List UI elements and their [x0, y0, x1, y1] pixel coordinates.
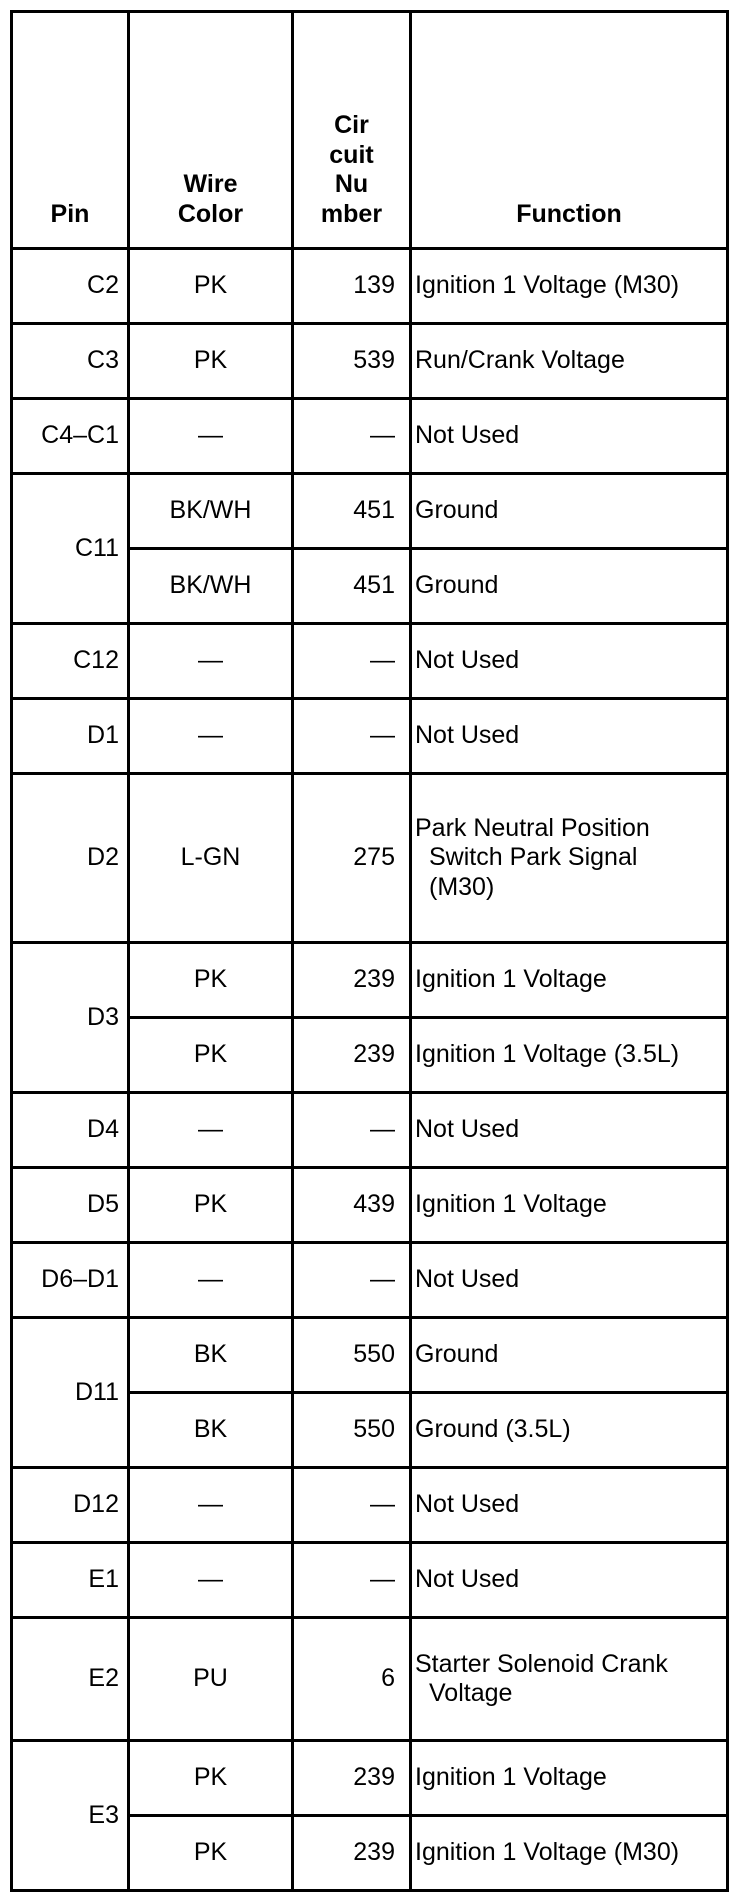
function-text: Not Used	[415, 421, 520, 450]
circuit-number-cell: 439	[293, 1168, 411, 1243]
function-text-line-2: Switch Park Signal	[429, 843, 638, 872]
function-text: Not Used	[415, 1490, 520, 1519]
table-row	[12, 249, 728, 324]
circuit-number-cell: —	[293, 1468, 411, 1543]
table-row	[12, 1243, 728, 1318]
wire-color-cell: PK	[129, 1816, 293, 1891]
header-circuit-number	[293, 12, 411, 249]
function-text: Ground (3.5L)	[415, 1415, 571, 1444]
table-row	[12, 624, 728, 699]
function-cell	[411, 1816, 728, 1891]
function-text-line-1: Starter Solenoid Crank	[415, 1649, 668, 1678]
header-function: Function	[411, 12, 728, 249]
wire-color-cell: BK	[129, 1393, 293, 1468]
pin-cell: C12	[12, 624, 129, 699]
wire-color-cell: —	[129, 1543, 293, 1618]
function-text: Not Used	[415, 1565, 520, 1594]
wire-color-cell: BK/WH	[129, 549, 293, 624]
header-wire-color-line-1: Wire	[183, 170, 238, 198]
function-text-line-2: Voltage	[429, 1679, 513, 1707]
circuit-number-cell: —	[293, 399, 411, 474]
pin-cell: D11	[12, 1318, 129, 1468]
wire-color-cell: —	[129, 624, 293, 699]
function-text: Ignition 1 Voltage (M30)	[415, 1838, 680, 1867]
circuit-number-cell: 239	[293, 1741, 411, 1816]
pin-cell: D6–D1	[12, 1243, 129, 1318]
circuit-number-cell: —	[293, 1093, 411, 1168]
wire-color-cell: PK	[129, 1168, 293, 1243]
function-text: Ignition 1 Voltage	[415, 1763, 607, 1792]
pin-cell: D1	[12, 699, 129, 774]
pin-cell: E2	[12, 1618, 129, 1741]
circuit-number-cell: 550	[293, 1393, 411, 1468]
circuit-number-cell: —	[293, 699, 411, 774]
header-circuit-number-line-3: Nu	[334, 170, 369, 198]
function-text: Not Used	[415, 721, 520, 750]
pin-cell: D5	[12, 1168, 129, 1243]
function-cell	[411, 1318, 728, 1393]
wire-color-cell: PK	[129, 1741, 293, 1816]
pin-cell: C2	[12, 249, 129, 324]
function-cell	[411, 324, 728, 399]
pin-cell: D3	[12, 943, 129, 1093]
pin-cell: C4–C1	[12, 399, 129, 474]
connector-pinout-table-container	[10, 10, 726, 1892]
wire-color-cell: —	[129, 1468, 293, 1543]
table-row	[12, 1543, 728, 1618]
function-cell	[411, 249, 728, 324]
wire-color-cell: PK	[129, 943, 293, 1018]
table-row	[12, 399, 728, 474]
circuit-number-cell: —	[293, 1243, 411, 1318]
wire-color-cell: BK	[129, 1318, 293, 1393]
circuit-number-cell: —	[293, 1543, 411, 1618]
table-row	[12, 324, 728, 399]
function-text: Ground	[415, 1340, 499, 1369]
function-text-line-1: Park Neutral Position	[415, 813, 650, 842]
pin-cell: D12	[12, 1468, 129, 1543]
function-cell	[411, 399, 728, 474]
circuit-number-cell: 451	[293, 549, 411, 624]
header-circuit-number-line-1: Cir	[334, 111, 369, 139]
function-cell	[411, 774, 728, 943]
wire-color-cell: BK/WH	[129, 474, 293, 549]
table-row	[12, 1093, 728, 1168]
wire-color-cell: L-GN	[129, 774, 293, 943]
function-cell	[411, 1618, 728, 1741]
wire-color-cell: —	[129, 1243, 293, 1318]
circuit-number-cell: 6	[293, 1618, 411, 1741]
table-row	[12, 1741, 728, 1816]
function-text: Not Used	[415, 646, 520, 675]
function-cell	[411, 549, 728, 624]
circuit-number-cell: 239	[293, 1018, 411, 1093]
wire-color-cell: PK	[129, 1018, 293, 1093]
function-text: Not Used	[415, 1115, 520, 1144]
header-pin: Pin	[12, 12, 129, 249]
pin-cell: D4	[12, 1093, 129, 1168]
function-text: Ground	[415, 496, 499, 525]
function-text: Ignition 1 Voltage	[415, 965, 607, 994]
circuit-number-cell: 239	[293, 943, 411, 1018]
circuit-number-cell: 550	[293, 1318, 411, 1393]
function-text: Ignition 1 Voltage (3.5L)	[415, 1040, 680, 1069]
header-wire-color	[129, 12, 293, 249]
function-text: Run/Crank Voltage	[415, 346, 625, 375]
function-cell	[411, 699, 728, 774]
function-text: Ignition 1 Voltage (M30)	[415, 271, 680, 300]
function-cell	[411, 1468, 728, 1543]
function-cell	[411, 1741, 728, 1816]
table-row	[12, 774, 728, 943]
function-text: Not Used	[415, 1265, 520, 1294]
circuit-number-cell: 451	[293, 474, 411, 549]
header-row	[12, 12, 728, 249]
function-cell	[411, 943, 728, 1018]
pin-cell: C3	[12, 324, 129, 399]
header-circuit-number-line-4: mber	[320, 199, 383, 228]
table-row	[12, 943, 728, 1018]
wire-color-cell: PU	[129, 1618, 293, 1741]
function-cell	[411, 1243, 728, 1318]
header-circuit-number-line-2: cuit	[329, 140, 374, 169]
function-cell	[411, 1168, 728, 1243]
table-row	[12, 1318, 728, 1393]
wire-color-cell: PK	[129, 249, 293, 324]
pin-cell: C11	[12, 474, 129, 624]
circuit-number-cell: 275	[293, 774, 411, 943]
function-cell	[411, 1393, 728, 1468]
circuit-number-cell: —	[293, 624, 411, 699]
function-cell	[411, 1093, 728, 1168]
function-cell	[411, 1018, 728, 1093]
wire-color-cell: PK	[129, 324, 293, 399]
function-cell	[411, 1543, 728, 1618]
connector-pinout-table	[10, 10, 729, 1892]
table-row	[12, 1168, 728, 1243]
pin-cell: E1	[12, 1543, 129, 1618]
table-row	[12, 1618, 728, 1741]
table-row	[12, 699, 728, 774]
circuit-number-cell: 539	[293, 324, 411, 399]
function-text-line-3: (M30)	[429, 872, 495, 901]
header-wire-color-line-2: Color	[177, 199, 244, 228]
function-cell	[411, 474, 728, 549]
circuit-number-cell: 139	[293, 249, 411, 324]
table-row	[12, 474, 728, 549]
pin-cell: D2	[12, 774, 129, 943]
table-row	[12, 1468, 728, 1543]
pin-cell: E3	[12, 1741, 129, 1891]
wire-color-cell: —	[129, 1093, 293, 1168]
function-text: Ground	[415, 571, 499, 600]
function-text: Ignition 1 Voltage	[415, 1190, 607, 1219]
wire-color-cell: —	[129, 699, 293, 774]
function-cell	[411, 624, 728, 699]
wire-color-cell: —	[129, 399, 293, 474]
circuit-number-cell: 239	[293, 1816, 411, 1891]
